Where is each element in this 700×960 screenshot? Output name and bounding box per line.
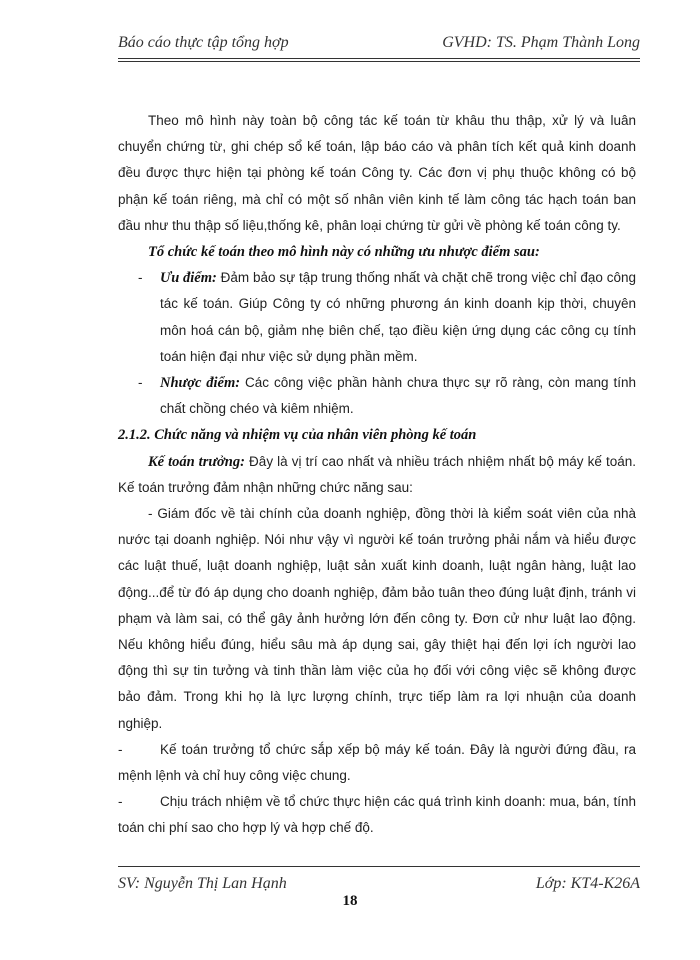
footer-student-name: SV: Nguyễn Thị Lan Hạnh xyxy=(118,875,287,892)
dash-bullet: - xyxy=(118,741,123,757)
financial-director-paragraph: - Giám đốc về tài chính của doanh nghiệp, đồng thời là kiểm soát viên của nhà nước tại doanh nghiệp. Nói như vậy vì người kế toán trưởng phải nắm và hiểu được các luật thuế, luật doanh nghiệp, luật sản xuất kinh doanh, luật ngân hàng, luật lao động...để từ đó áp dụng cho doanh nghiệp, đảm bảo tuân theo đúng luật định, tránh vi phạm và làm sai, có thể gây ảnh hưởng lớn đến công ty. Đơn cử như luật lao động. Nếu không hiểu đúng, hiểu sâu mà áp dụng sai, gây thiệt hại đến lợi ích người lao động thì sự tin tưởng và tinh thần làm việc của họ đối với công việc sẽ không được bảo đảm. Trong khi họ là lực lượng chính, trực tiếp làm ra lợi nhuận của doanh nghiệp. xyxy=(118,506,636,731)
disadvantages-item xyxy=(118,370,636,422)
responsibility-text: Chịu trách nhiệm về tổ chức thực hiện các quá trình kinh doanh: mua, bán, tính toán chi phí sao cho hợp lý và hợp chế độ. xyxy=(118,794,636,836)
dash-bullet: - xyxy=(138,270,143,286)
organize-text: Kế toán trưởng tổ chức sắp xếp bộ máy kế toán. Đây là người đứng đầu, ra mệnh lệnh và chỉ huy công việc chung. xyxy=(118,741,636,784)
page-number: 18 xyxy=(342,893,358,909)
organize-paragraph xyxy=(118,737,636,789)
disadvantages-text: Các công việc phần hành chưa thực sự rõ ràng, còn mang tính chất chồng chéo và kiêm nhiệm. xyxy=(160,375,637,417)
disadvantages-label: Nhược điểm: xyxy=(160,375,241,392)
footer-class: Lớp: KT4-K26A xyxy=(535,875,640,892)
advantages-label: Ưu điểm: xyxy=(160,270,217,287)
paragraph-model-intro: Theo mô hình này toàn bộ công tác kế toán từ khâu thu thập, xử lý và luân chuyển chứng từ, ghi chép sổ kế toán, lập báo cáo và phân tích kết quả kinh doanh đều được thực hiện tại phòng kế toán Công ty. Các đơn vị phụ thuộc không có bộ phận kế toán riêng, mà chỉ có một số nhân viên kinh tế làm công tác hạch toán ban đầu như thu thập số liệu,thống kê, phân loại chứng từ gửi về phòng kế toán công ty. xyxy=(118,113,636,233)
page-footer xyxy=(118,866,640,892)
advantages-text: Đảm bảo sự tập trung thống nhất và chặt chẽ trong việc chỉ đạo công tác kế toán. Giúp Công ty có những phương án kinh doanh kịp thời, chuyên môn hoá cán bộ, giảm nhẹ biên chế, tạo điều kiện ứng dụng các công cụ tính toán hiện đại như việc sử dụng phần mềm. xyxy=(160,270,637,364)
advantages-item xyxy=(118,265,636,370)
responsibility-paragraph xyxy=(118,789,636,841)
page-header xyxy=(118,22,640,62)
chief-accountant-label: Kế toán trưởng: xyxy=(148,453,245,470)
page-body xyxy=(118,108,636,842)
dash-bullet: - xyxy=(118,794,123,810)
header-report-title: Báo cáo thực tập tổng hợp xyxy=(118,34,289,51)
header-supervisor: GVHD: TS. Phạm Thành Long xyxy=(442,34,640,51)
dash-bullet: - xyxy=(138,375,143,391)
section-heading: 2.1.2. Chức năng và nhiệm vụ của nhân viên phòng kế toán xyxy=(118,427,477,444)
chief-accountant-text: Đây là vị trí cao nhất và nhiều trách nhiệm nhất bộ máy kế toán. Kế toán trưởng đảm nhận những chức năng sau: xyxy=(118,453,637,495)
heading-pros-cons: Tổ chức kế toán theo mô hình này có những ưu nhược điểm sau: xyxy=(148,244,540,261)
chief-accountant-paragraph xyxy=(118,449,636,501)
